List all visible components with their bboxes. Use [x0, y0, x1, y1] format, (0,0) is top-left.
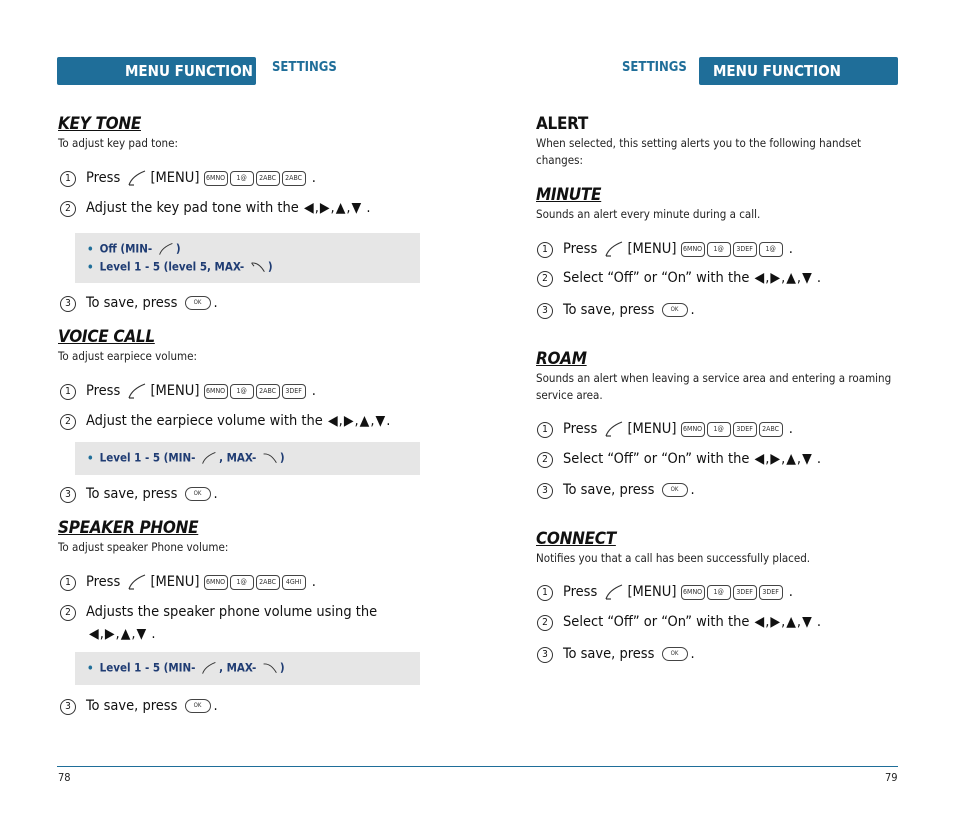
- key-3-icon: 3DEF: [282, 384, 306, 399]
- ok-key-icon: OK: [662, 303, 688, 317]
- ok-key-icon: OK: [185, 699, 211, 713]
- step-number: 2: [60, 605, 76, 621]
- left-arrow-icon: ◀: [89, 626, 99, 642]
- ok-key-icon: OK: [185, 487, 211, 501]
- menu-soft-key-icon: [126, 572, 148, 592]
- speaker-phone-step-2-arrows: ◀,▶,▲,▼ .: [89, 626, 156, 642]
- key-4-icon: 4GHI: [282, 575, 306, 590]
- up-arrow-icon: ▲: [359, 413, 370, 429]
- key-3-icon: 3DEF: [759, 585, 783, 600]
- up-arrow-icon: ▲: [335, 200, 346, 216]
- key-2-icon: 2ABC: [256, 171, 280, 186]
- key-6-icon: 6MNO: [681, 422, 705, 437]
- key-6-icon: 6MNO: [681, 585, 705, 600]
- voice-call-step-2: 2 Adjust the earpiece volume with the ◀,▶,▲,▼.: [60, 413, 390, 430]
- voice-call-note: [75, 442, 420, 475]
- connect-desc: Notifies you that a call has been successfully placed.: [536, 551, 811, 565]
- speaker-phone-step-3: 3 To save, press OK .: [60, 698, 218, 715]
- roam-heading: ROAM: [536, 349, 587, 369]
- menu-soft-key-icon: [603, 419, 625, 439]
- settings-label: SETTINGS: [622, 60, 687, 75]
- step-number: 3: [537, 303, 553, 319]
- minute-step-3: 3 To save, press OK .: [537, 302, 695, 319]
- menu-soft-key-icon: [126, 168, 148, 188]
- key-tone-step-3: 3 To save, press OK .: [60, 295, 218, 312]
- voice-call-step-1: 1 Press [MENU] 6MNO 1@ 2ABC 3DEF .: [60, 381, 316, 401]
- key-1-icon: 1@: [707, 585, 731, 600]
- note-line-level: • Level 1 - 5 (level 5, MAX- ): [87, 259, 273, 274]
- connect-step-3: 3 To save, press OK .: [537, 646, 695, 663]
- menu-function-tab: MENU FUNCTION: [699, 57, 898, 85]
- voice-call-desc: To adjust earpiece volume:: [58, 349, 197, 363]
- ok-key-icon: OK: [185, 296, 211, 310]
- end-key-icon: [248, 259, 268, 275]
- key-tone-heading: KEY TONE: [58, 114, 141, 134]
- menu-function-tab: MENU FUNCTION: [57, 57, 256, 85]
- roam-step-2: 2 Select “Off” or “On” with the ◀,▶,▲,▼ .: [537, 451, 821, 468]
- step-number: 2: [537, 452, 553, 468]
- ok-key-icon: OK: [662, 647, 688, 661]
- step-number: 3: [60, 487, 76, 503]
- roam-step-3: 3 To save, press OK .: [537, 482, 695, 499]
- step-number: 1: [60, 171, 76, 187]
- key-2-icon: 2ABC: [282, 171, 306, 186]
- up-arrow-icon: ▲: [786, 614, 796, 630]
- menu-soft-key-icon: [603, 239, 625, 259]
- roam-desc: Sounds an alert when leaving a service area and entering a roaming service area.: [536, 371, 892, 402]
- step-number: 3: [60, 699, 76, 715]
- right-arrow-icon: ▶: [104, 626, 115, 642]
- right-arrow-icon: ▶: [343, 413, 354, 429]
- key-1-icon: 1@: [759, 242, 783, 257]
- right-page: [477, 0, 954, 824]
- right-arrow-icon: ▶: [319, 200, 330, 216]
- speaker-phone-desc: To adjust speaker Phone volume:: [58, 540, 229, 554]
- key-2-icon: 2ABC: [759, 422, 783, 437]
- note-line-level: • Level 1 - 5 (MIN- , MAX- ): [87, 450, 285, 465]
- key-6-icon: 6MNO: [204, 171, 228, 186]
- right-arrow-icon: ▶: [770, 614, 781, 630]
- step-number: 1: [537, 242, 553, 258]
- ok-key-icon: OK: [662, 483, 688, 497]
- note-line-level: • Level 1 - 5 (MIN- , MAX- ): [87, 660, 285, 675]
- step-number: 3: [537, 483, 553, 499]
- step-number: 3: [537, 647, 553, 663]
- up-arrow-icon: ▲: [786, 270, 796, 286]
- down-arrow-icon: ▼: [136, 626, 147, 642]
- menu-soft-key-icon: [156, 241, 176, 257]
- end-key-icon: [260, 450, 280, 466]
- up-arrow-icon: ▲: [786, 451, 796, 467]
- minute-step-2: 2 Select “Off” or “On” with the ◀,▶,▲,▼ .: [537, 270, 821, 287]
- footer-rule: [57, 766, 477, 767]
- page-number: 79: [885, 771, 898, 784]
- step-number: 3: [60, 296, 76, 312]
- step-number: 1: [60, 575, 76, 591]
- right-arrow-icon: ▶: [770, 270, 781, 286]
- left-arrow-icon: ◀: [754, 614, 765, 630]
- key-1-icon: 1@: [707, 422, 731, 437]
- left-arrow-icon: ◀: [754, 270, 765, 286]
- step-number: 2: [537, 271, 553, 287]
- speaker-phone-step-1: 1 Press [MENU] 6MNO 1@ 2ABC 4GHI .: [60, 572, 316, 592]
- page-number: 78: [58, 771, 71, 784]
- key-6-icon: 6MNO: [204, 384, 228, 399]
- end-key-icon: [260, 660, 280, 676]
- connect-heading: CONNECT: [536, 529, 616, 549]
- down-arrow-icon: ▼: [351, 200, 362, 216]
- note-line-off: • Off (MIN- ): [87, 241, 181, 256]
- key-tone-note: [75, 233, 420, 283]
- connect-step-1: 1 Press [MENU] 6MNO 1@ 3DEF 3DEF .: [537, 582, 793, 602]
- roam-step-1: 1 Press [MENU] 6MNO 1@ 3DEF 2ABC .: [537, 419, 793, 439]
- key-2-icon: 2ABC: [256, 384, 280, 399]
- speaker-phone-note: [75, 652, 420, 685]
- down-arrow-icon: ▼: [802, 270, 812, 286]
- key-3-icon: 3DEF: [733, 585, 757, 600]
- minute-step-1: 1 Press [MENU] 6MNO 1@ 3DEF 1@ .: [537, 239, 793, 259]
- down-arrow-icon: ▼: [802, 614, 812, 630]
- step-number: 1: [537, 585, 553, 601]
- key-6-icon: 6MNO: [204, 575, 228, 590]
- key-1-icon: 1@: [230, 171, 254, 186]
- menu-soft-key-icon: [199, 660, 219, 676]
- speaker-phone-heading: SPEAKER PHONE: [58, 518, 199, 538]
- voice-call-heading: VOICE CALL: [58, 327, 155, 347]
- minute-desc: Sounds an alert every minute during a call.: [536, 207, 761, 221]
- footer-rule: [477, 766, 898, 767]
- step-number: 1: [60, 384, 76, 400]
- left-arrow-icon: ◀: [304, 200, 314, 216]
- step-number: 1: [537, 422, 553, 438]
- step-number: 2: [60, 414, 76, 430]
- step-number: 2: [537, 615, 553, 631]
- step-number: 2: [60, 201, 76, 217]
- key-1-icon: 1@: [230, 575, 254, 590]
- settings-label: SETTINGS: [272, 60, 337, 75]
- speaker-phone-step-2: 2 Adjusts the speaker phone volume using the: [60, 604, 377, 621]
- alert-desc: When selected, this setting alerts you to the following handset changes:: [536, 136, 861, 167]
- alert-heading: ALERT: [536, 114, 588, 134]
- down-arrow-icon: ▼: [375, 413, 386, 429]
- key-3-icon: 3DEF: [733, 422, 757, 437]
- key-tone-desc: To adjust key pad tone:: [58, 136, 178, 150]
- menu-soft-key-icon: [126, 381, 148, 401]
- down-arrow-icon: ▼: [802, 451, 812, 467]
- menu-soft-key-icon: [603, 582, 625, 602]
- key-1-icon: 1@: [230, 384, 254, 399]
- menu-soft-key-icon: [199, 450, 219, 466]
- key-2-icon: 2ABC: [256, 575, 280, 590]
- key-3-icon: 3DEF: [733, 242, 757, 257]
- up-arrow-icon: ▲: [120, 626, 131, 642]
- key-tone-step-2: 2 Adjust the key pad tone with the ◀,▶,▲,▼ .: [60, 200, 371, 217]
- voice-call-step-3: 3 To save, press OK .: [60, 486, 218, 503]
- minute-heading: MINUTE: [536, 185, 602, 205]
- left-arrow-icon: ◀: [754, 451, 765, 467]
- connect-step-2: 2 Select “Off” or “On” with the ◀,▶,▲,▼ .: [537, 614, 821, 631]
- left-arrow-icon: ◀: [327, 413, 338, 429]
- key-1-icon: 1@: [707, 242, 731, 257]
- key-tone-step-1: 1 Press [MENU] 6MNO 1@ 2ABC 2ABC .: [60, 168, 316, 188]
- key-6-icon: 6MNO: [681, 242, 705, 257]
- right-arrow-icon: ▶: [770, 451, 781, 467]
